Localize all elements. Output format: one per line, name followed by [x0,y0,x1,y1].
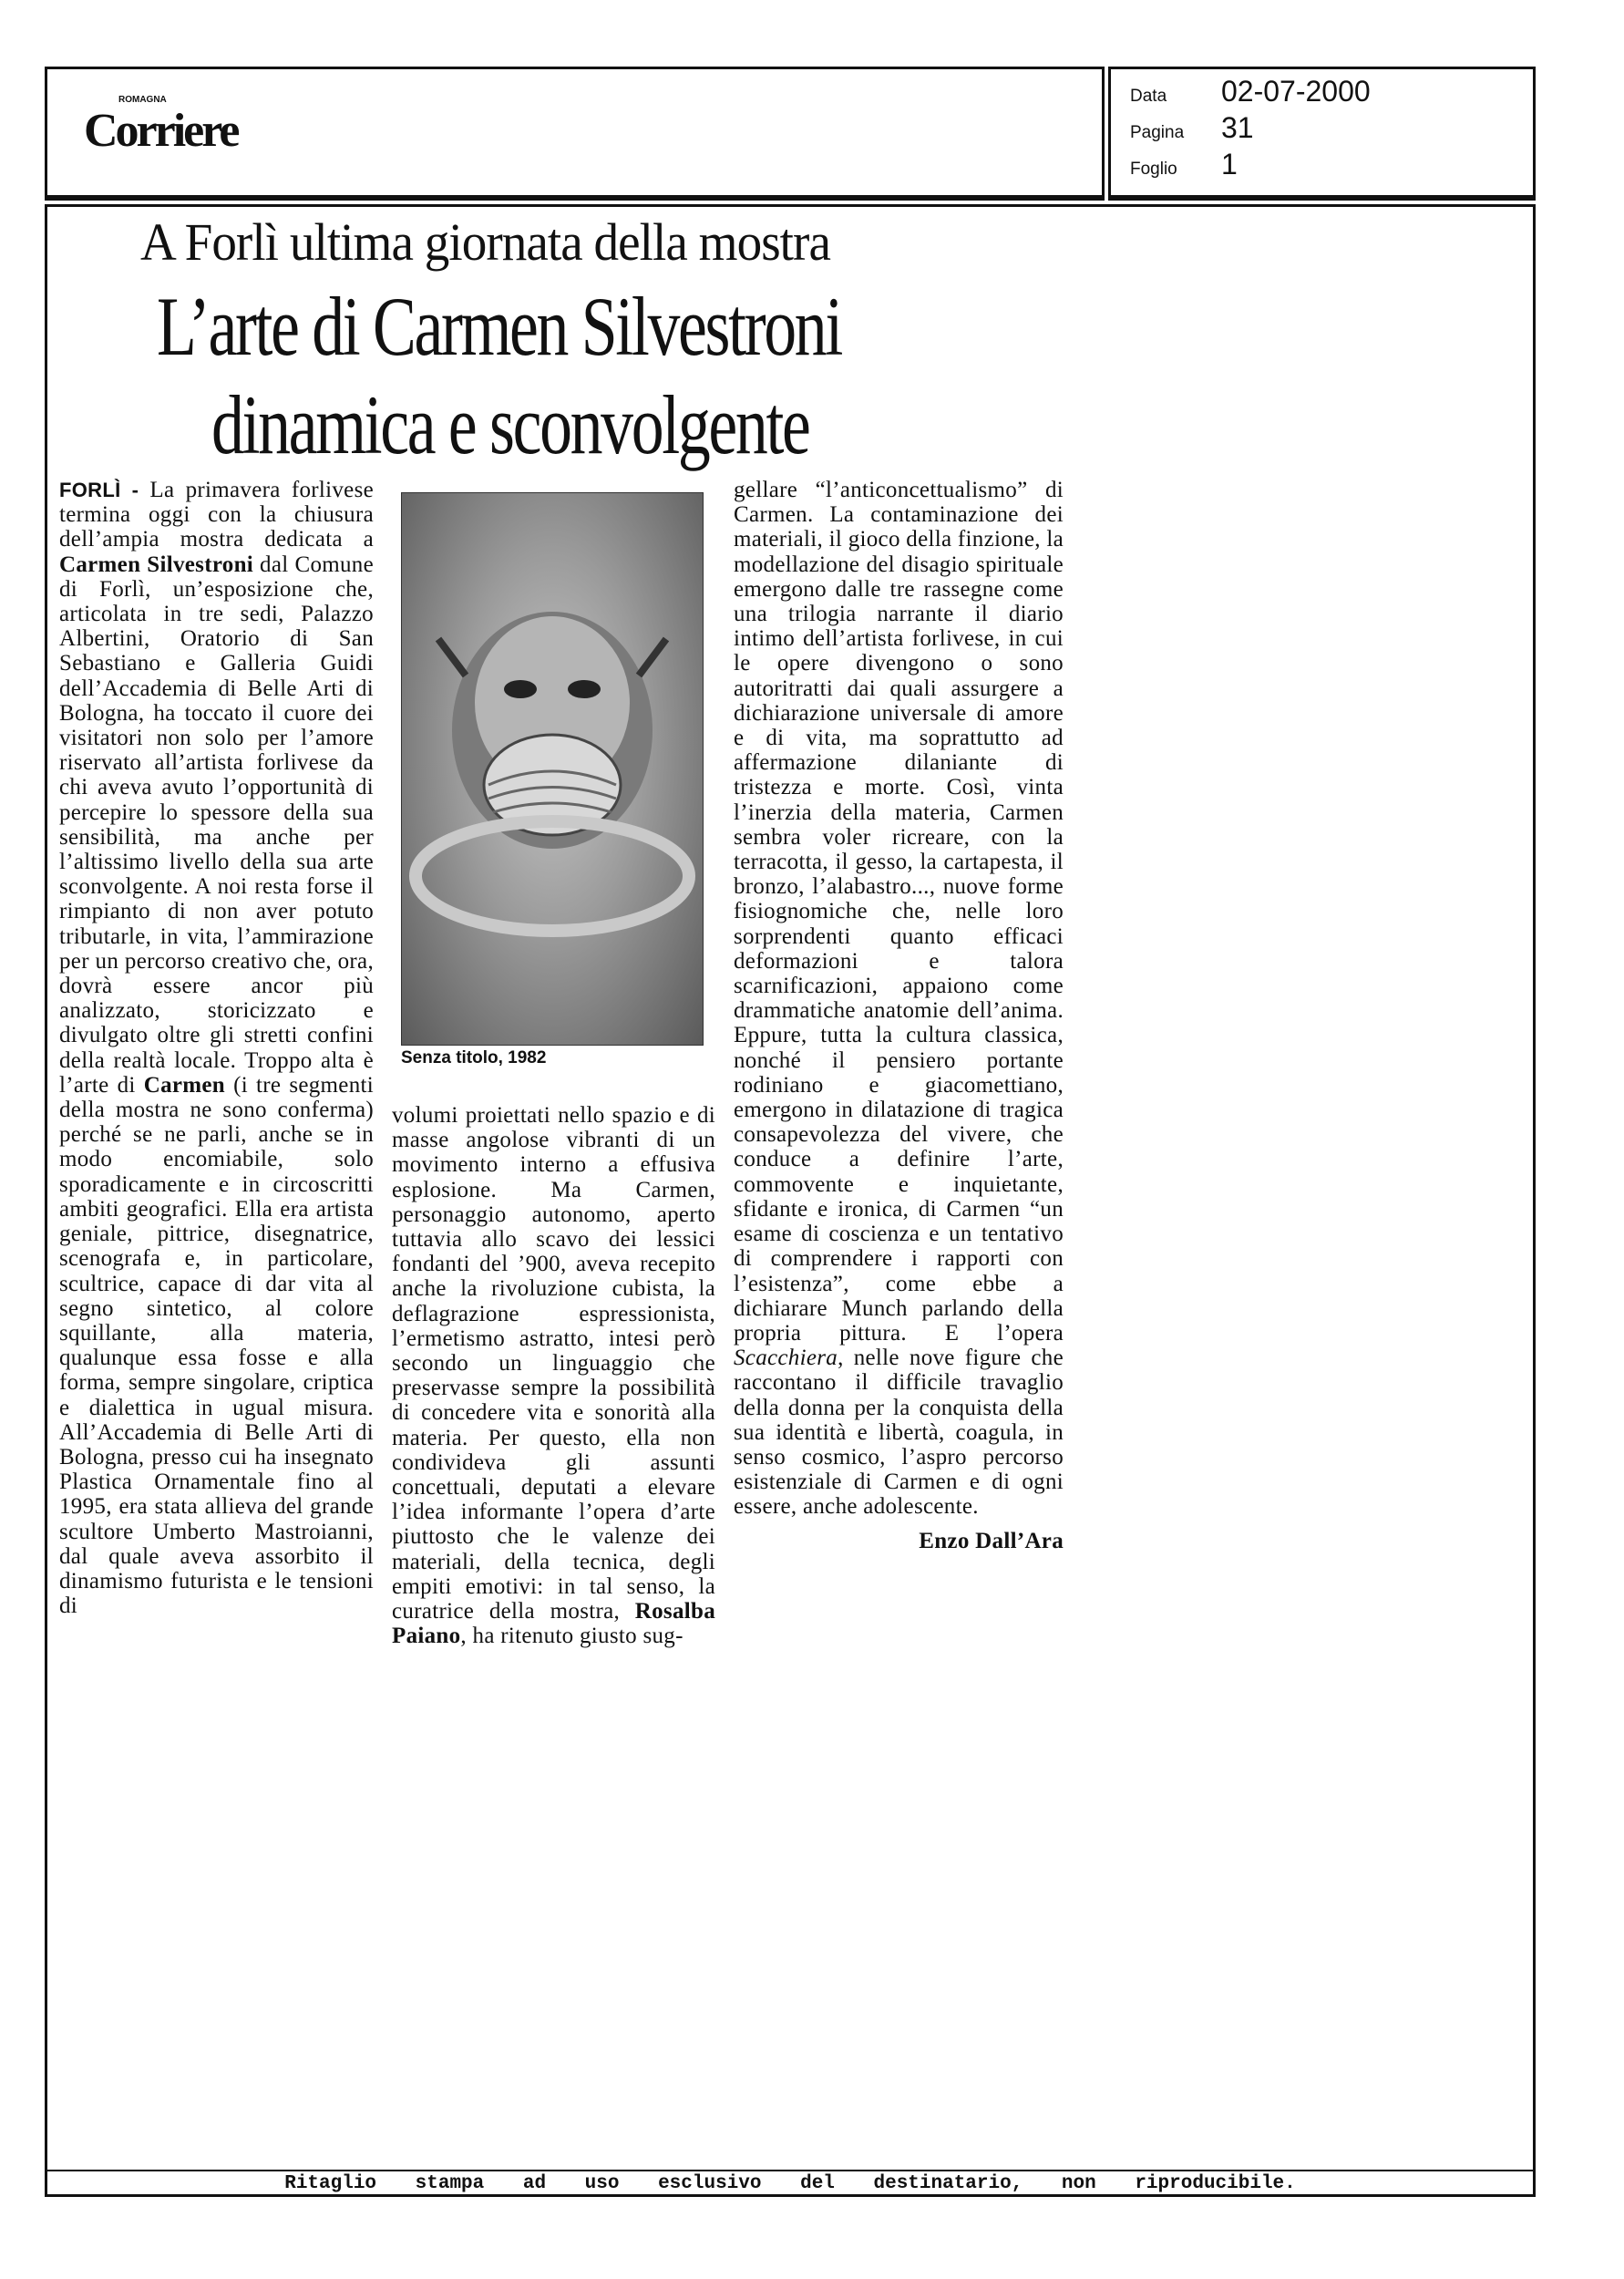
body-text: La primavera forlivese termina oggi con la chiusura dell’ampia mostra dedicata a [59,478,375,552]
article-column-3 [734,478,1064,1553]
body-text: , ha ritenuto giusto sug- [460,1624,684,1649]
footer-notice: Ritaglio stampa ad uso esclusivo del destinatario, non riproducibile. [284,2173,1296,2194]
article-kicker: A Forlì ultima giornata della mostra [140,212,830,272]
meta-date [1130,75,1371,108]
meta-label: Data [1130,87,1167,106]
article-title-line1: L’arte di Carmen Silvestroni [157,280,841,373]
logo-subtext: ROMAGNA [118,95,167,105]
article-title-line2: dinamica e sconvolgente [211,378,809,471]
body-text: (i tre segmenti della mostra ne sono conferma) perché se ne parli, anche se in modo encomiabile, solo sporadicamente e in circoscritti ambiti geografici. Ella era artista geniale, pittrice, disegnatrice, scenografa e, in particolare, scultrice, capace di dar vita al segno sintetico, al colore squillante, alla materia, qualunque essa fosse e alla forma, sempre singolare, criptica e dialettica in ugual misura. All’Accademia di Belle Arti di Bologna, presso cui ha insegnato Plastica Ornamentale fino al 1995, era stata allieva del grande scultore Umberto Mastroianni, dal quale aveva assorbito il dinamismo futurista e le tensioni di [59,1072,374,1619]
body-text: gellare “l’anticoncettualismo” di Carmen. La contaminazione dei materiali, il gioco della finzione, la modellazione del disagio spirituale emergono dalle tre rassegne come una trilogia narrante il diario intimo dell’artista forlivese, in cui le opere divengono o sono autoritratti dai quali assurgere a dichiarazione universale di amore e di vita, ma soprattutto ad affermazione dilaniante di tristezza e morte. Così, vinta l’inerzia della materia, Carmen sembra voler ricreare, con la terracotta, il gesso, la cartapesta, il bronzo, l’alabastro..., nuove forme fisiognomiche che, nelle loro sorprendenti quanto efficaci deformazioni e talora scarnificazioni, appaiono come drammatiche anatomie dell’anima. Eppure, tutta la cultura classica, nonché il pensiero portante rodiniano e giacomettiano, emergono in dilatazione di tragica consapevolezza del vivere, che conduce a definire l’arte, commovente e inquietante, sfidante e ironica, di Carmen “un esame di coscienza e un tentativo di comprendere i rapporti con l’esistenza”, come ebbe a dichiarare Munch parlando della propria pittura. E l’opera [734,478,1064,1346]
artist-name: Carmen [143,1072,225,1098]
artist-name: Carmen Silvestroni [59,552,254,577]
article-column-1 [59,478,374,1618]
artwork-title: Scacchiera [734,1346,838,1371]
sculpture-photo [401,492,704,1046]
meta-value: 1 [1221,148,1238,180]
meta-value: 31 [1221,111,1254,144]
meta-label: Foglio [1130,160,1177,179]
sculpture-image [402,493,703,1045]
meta-page [1130,111,1254,145]
dateline: FORLÌ - [59,479,139,501]
meta-sheet [1130,148,1238,181]
meta-label: Pagina [1130,123,1185,142]
body-text: volumi proiettati nello spazio e di masse angolose vibranti di un movimento interno a effusiva esplosione. Ma Carmen, personaggio autonomo, aperto tuttavia allo scavo dei lessici fondanti del ’900, aveva recepito anche la rivoluzione cubista, la deflagrazione espressionista, l’ermetismo astratto, intesi però secondo un linguaggio che preservasse sempre la possibilità di concedere vita e sonorità alla materia. Per questo, ella non condivideva gli assunti concettuali, deputati a elevare l’idea informante l’opera d’arte piuttosto che le valenze dei materiali, della tecnica, degli empiti emotivi: in tal senso, la curatrice della mostra, [392,1103,715,1624]
footer-divider [45,2170,1536,2171]
curator-name: Rosalba Paiano [392,1599,715,1649]
body-text: dal Comune di Forlì, un’esposizione che, articolata in tre sedi, Palazzo Albertini, Oratorio di San Sebastiano e Galleria Guidi dell’Accademia di Belle Arti di Bologna, ha toccato il cuore dei visitatori non solo per l’amore riservato all’artista forlivese da chi aveva avuto l’opportunità di percepire lo spessore della sua sensibilità, ma anche per l’altissimo livello della sua arte sconvolgente. A noi resta forse il rimpianto di non aver potuto tributarle, in vita, l’ammirazione per un percorso creativo che, ora, dovrà essere ancor più analizzato, storicizzato e divulgato oltre gli stretti confini della realtà locale. Troppo alta è l’arte di [59,552,374,1098]
photo-caption: Senza titolo, 1982 [401,1048,547,1067]
logo-text: Corriere [84,105,238,157]
meta-value: 02-07-2000 [1221,75,1371,108]
newspaper-logo [84,95,237,157]
author-signature: Enzo Dall’Ara [919,1528,1064,1553]
body-text: , nelle nove figure che raccontano il difficile travaglio della donna per la conquista della sua identità e libertà, coagula, in senso cosmico, l’aspro percorso esistenziale di Carmen e di ogni essere, anche adolescente. [734,1346,1064,1520]
article-column-2 [392,1103,715,1648]
